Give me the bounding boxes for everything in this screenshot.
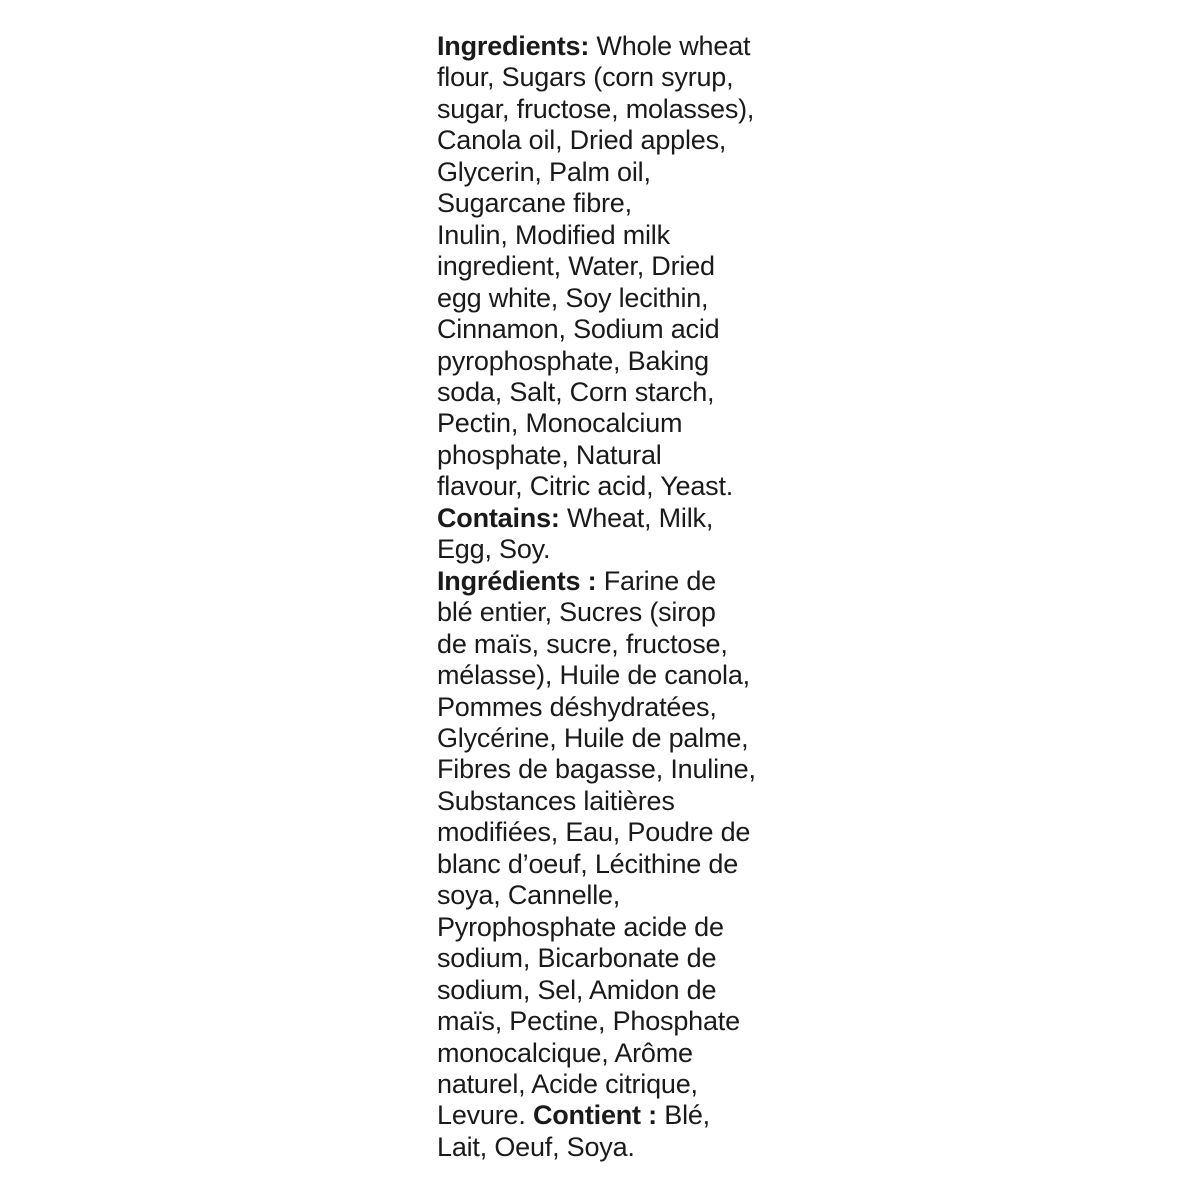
ingredient-text: Glycérine, Huile de palme, — [437, 722, 749, 753]
ingredient-text: sodium, Bicarbonate de — [437, 943, 717, 974]
label-line — [437, 723, 777, 754]
label-line — [437, 943, 777, 974]
label-line — [437, 314, 777, 345]
label-line — [437, 975, 777, 1006]
label-line — [437, 849, 777, 880]
label-line — [437, 1069, 777, 1100]
ingredient-text: Egg, Soy. — [437, 534, 551, 565]
label-line — [437, 503, 777, 534]
label-line — [437, 1132, 777, 1163]
ingredient-text: maïs, Pectine, Phosphate — [437, 1006, 740, 1037]
section-heading: Ingrédients : — [437, 565, 597, 596]
label-line — [437, 629, 777, 660]
ingredient-text: soda, Salt, Corn starch, — [437, 376, 715, 407]
label-line — [437, 94, 777, 125]
label-line — [437, 377, 777, 408]
label-line — [437, 817, 777, 848]
ingredient-text: ingredient, Water, Dried — [437, 251, 715, 282]
ingredient-text: Sugarcane fibre, — [437, 188, 632, 219]
ingredient-text: Wheat, Milk, — [559, 502, 714, 533]
label-line — [437, 660, 777, 691]
label-line — [437, 692, 777, 723]
label-line — [437, 1100, 777, 1131]
label-line — [437, 912, 777, 943]
section-heading: Ingredients: — [437, 31, 590, 61]
label-line — [437, 597, 777, 628]
ingredient-text: Levure. — [437, 1100, 533, 1131]
label-line — [437, 566, 777, 597]
label-line — [437, 346, 777, 377]
label-line — [437, 471, 777, 502]
label-line — [437, 1038, 777, 1069]
label-line — [437, 880, 777, 911]
ingredient-text: Pectin, Monocalcium — [437, 408, 683, 439]
ingredient-text: modifiées, Eau, Poudre de — [437, 817, 751, 848]
label-line — [437, 220, 777, 251]
label-line — [437, 251, 777, 282]
ingredient-text: Glycerin, Palm oil, — [437, 156, 651, 187]
label-line — [437, 157, 777, 188]
label-line — [437, 125, 777, 156]
ingredient-text: Inulin, Modified milk — [437, 219, 670, 250]
ingredient-text: sugar, fructose, molasses), — [437, 93, 755, 124]
ingredient-text: soya, Cannelle, — [437, 880, 621, 911]
ingredient-text: monocalcique, Arôme — [437, 1037, 693, 1068]
ingredient-text: blé entier, Sucres (sirop — [437, 597, 716, 628]
label-line — [437, 534, 777, 565]
label-line — [437, 754, 777, 785]
ingredient-text: Pommes déshydratées, — [437, 691, 717, 722]
ingredient-text: Lait, Oeuf, Soya. — [437, 1131, 635, 1162]
section-heading: Contains: — [437, 502, 560, 533]
ingredient-text: Cinnamon, Sodium acid — [437, 314, 720, 345]
ingredient-text: Blé, — [656, 1100, 710, 1131]
label-line — [437, 1006, 777, 1037]
ingredient-text: phosphate, Natural — [437, 439, 662, 470]
label-line — [437, 283, 777, 314]
ingredient-text: naturel, Acide citrique, — [437, 1068, 698, 1099]
label-line — [437, 188, 777, 219]
ingredient-text: Pyrophosphate acide de — [437, 911, 724, 942]
ingredient-text: Whole wheat — [589, 31, 751, 61]
ingredient-text: flavour, Citric acid, Yeast. — [437, 471, 734, 502]
ingredient-text: egg white, Soy lecithin, — [437, 282, 709, 313]
label-line — [437, 408, 777, 439]
ingredient-text: Farine de — [596, 565, 716, 596]
label-line — [437, 31, 777, 62]
ingredient-text: de maïs, sucre, fructose, — [437, 628, 728, 659]
section-heading: Contient : — [532, 1100, 657, 1131]
label-line — [437, 786, 777, 817]
ingredient-text: flour, Sugars (corn syrup, — [437, 62, 734, 93]
ingredient-text: sodium, Sel, Amidon de — [437, 974, 717, 1005]
label-line — [437, 440, 777, 471]
ingredient-text: blanc d’oeuf, Lécithine de — [437, 848, 739, 879]
ingredients-label — [437, 31, 777, 1163]
ingredient-text: Fibres de bagasse, Inuline, — [437, 754, 756, 785]
ingredient-text: mélasse), Huile de canola, — [437, 660, 750, 691]
ingredient-text: Canola oil, Dried apples, — [437, 125, 727, 156]
ingredient-text: pyrophosphate, Baking — [437, 345, 709, 376]
ingredient-text: Substances laitières — [437, 785, 675, 816]
label-line — [437, 62, 777, 93]
